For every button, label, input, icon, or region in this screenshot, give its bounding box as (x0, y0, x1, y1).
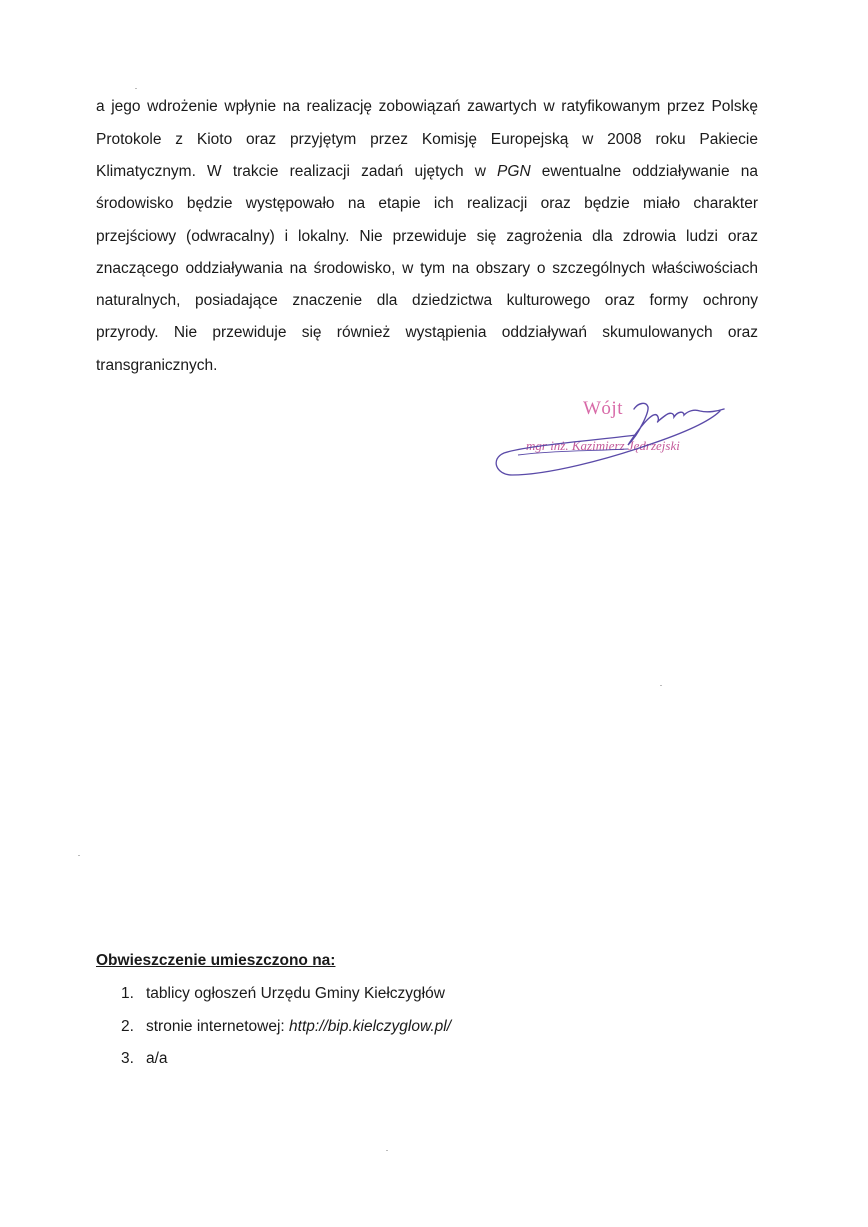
list-item-text: tablicy ogłoszeń Urzędu Gminy Kiełczygłów (146, 985, 445, 1002)
body-line-4: środowisko będzie występowało na etapie ich realizacji oraz będzie miało charakter (96, 195, 758, 212)
body-line-3-start: Klimatycznym. W trakcie realizacji zadań ujętych w (96, 163, 498, 180)
list-item (121, 1050, 168, 1068)
handwritten-signature (488, 395, 728, 485)
stamp-title: Wójt (583, 398, 623, 419)
body-line-2: Protokole z Kioto oraz przyjętym przez Komisję Europejską w 2008 roku Pakiecie (96, 131, 758, 148)
list-item-number: 1. (121, 985, 134, 1002)
body-line-8: przyrody. Nie przewiduje się również wystąpienia oddziaływań skumulowanych oraz (96, 324, 758, 341)
body-line-3 (96, 162, 758, 182)
pgn-abbreviation: PGN (497, 163, 531, 180)
scan-speck (135, 88, 137, 89)
scan-speck (78, 855, 80, 856)
list-item-number: 2. (121, 1018, 134, 1035)
list-item-text: stronie internetowej: (146, 1018, 290, 1035)
posted-title: Obwieszczenie umieszczono na: (96, 952, 336, 969)
list-item-text: a/a (146, 1050, 168, 1067)
body-line-9: transgranicznych. (96, 357, 218, 374)
bip-link[interactable]: http://bip.kielczyglow.pl/ (289, 1018, 452, 1035)
list-item (121, 1018, 451, 1036)
body-line-5: przejściowy (odwracalny) i lokalny. Nie przewiduje się zagrożenia dla zdrowia ludzi oraz (96, 228, 758, 245)
list-item (121, 985, 445, 1003)
body-line-7: naturalnych, posiadające znaczenie dla dziedzictwa kulturowego oraz formy ochrony (96, 292, 758, 309)
list-item-number: 3. (121, 1050, 134, 1067)
signature-stamp (488, 395, 728, 485)
scan-speck (386, 1150, 388, 1151)
stamp-name: mgr inż. Kazimierz Jędrzejski (526, 438, 680, 453)
body-line-6: znaczącego oddziaływania na środowisko, w tym na obszary o szczególnych właściwościach (96, 260, 758, 277)
scan-speck (660, 685, 662, 686)
body-line-3-end: ewentualne oddziaływanie na (530, 163, 758, 180)
body-line-1: a jego wdrożenie wpłynie na realizację zobowiązań zawartych w ratyfikowanym przez Polskę (96, 98, 758, 115)
